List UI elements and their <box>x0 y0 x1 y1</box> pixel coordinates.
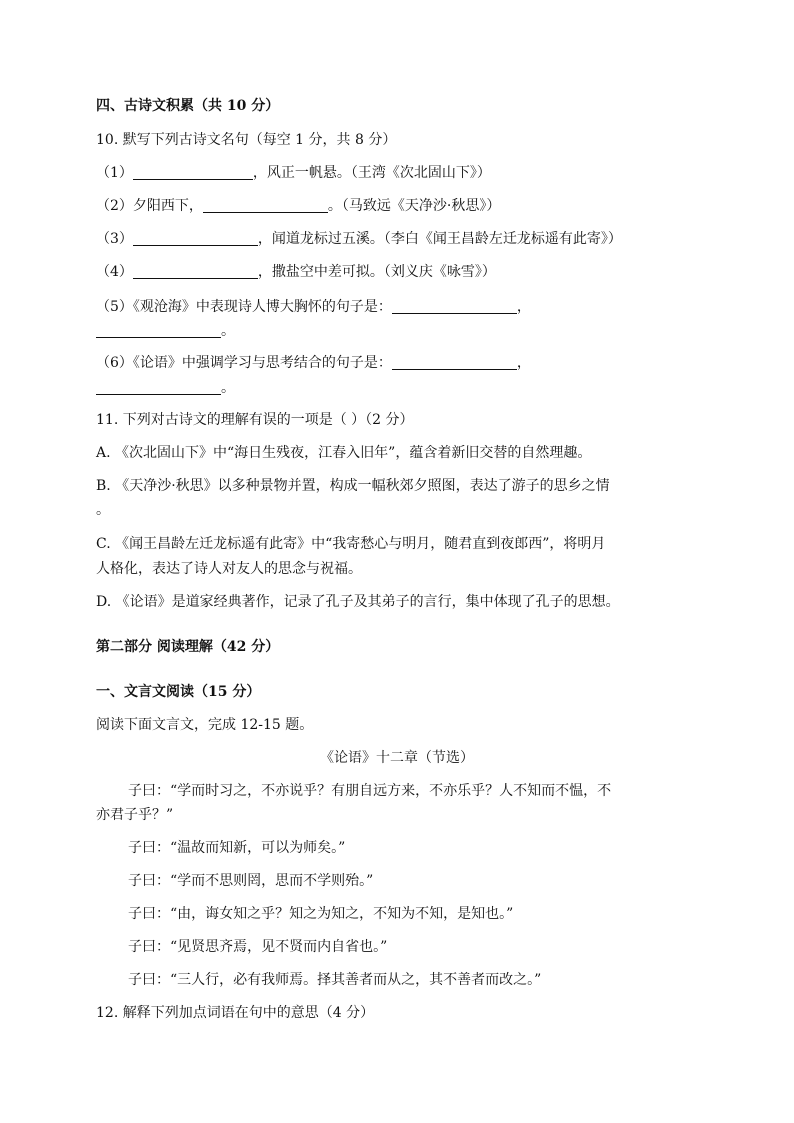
item-text: ， <box>516 355 531 371</box>
passage-line-3: 子曰：“学而不思则罔，思而不学则殆。” <box>128 873 374 889</box>
answer-blank[interactable] <box>203 198 328 213</box>
part-title: 第二部分 阅读理解（42 分） <box>96 639 280 655</box>
q10-item-1 <box>96 163 491 183</box>
passage-line-5: 子曰：“见贤思齐焉，见不贤而内自省也。” <box>128 939 388 955</box>
question-11-stem: 11. 下列对古诗文的理解有误的一项是（ ）（2 分） <box>96 412 414 428</box>
answer-blank[interactable] <box>392 355 517 370</box>
question-10-stem: 10. 默写下列古诗文名句（每空 1 分，共 8 分） <box>96 132 397 148</box>
item-text: ，撒盐空中差可拟。（刘义庆《咏雪》） <box>257 264 496 280</box>
passage-line-1-cont: 亦君子乎？” <box>96 807 174 823</box>
answer-blank[interactable] <box>133 264 258 279</box>
q11-option-c-cont: 人格化，表达了诗人对友人的思念与祝福。 <box>96 561 362 577</box>
q11-option-b-cont: 。 <box>96 502 110 518</box>
answer-blank[interactable] <box>96 380 221 395</box>
item-label: （6）《论语》中强调学习与思考结合的句子是： <box>96 355 392 371</box>
item-label: （2）夕阳西下， <box>96 198 203 214</box>
question-12-stem: 12. 解释下列加点词语在句中的意思（4 分） <box>96 1005 375 1021</box>
q10-item-2 <box>96 196 500 216</box>
item-text: ，风正一帆悬。（王湾《次北固山下》） <box>252 165 491 181</box>
q11-option-c: C. 《闻王昌龄左迁龙标遥有此寄》中“我寄愁心与明月，随君直到夜郎西”，将明月 <box>96 536 606 552</box>
reading-intro: 阅读下面文言文，完成 12-15 题。 <box>96 717 314 733</box>
q10-item-4 <box>96 262 496 282</box>
q10-item-6-cont <box>96 378 235 398</box>
passage-line-6: 子曰：“三人行，必有我师焉。择其善者而从之，其不善者而改之。” <box>128 972 542 988</box>
item-end: 。 <box>221 323 235 339</box>
item-text: 。（马致远《天净沙·秋思》） <box>327 198 501 214</box>
answer-blank[interactable] <box>96 323 221 338</box>
item-end: 。 <box>221 380 235 396</box>
subsection-title: 一、文言文阅读（15 分） <box>96 684 261 700</box>
q11-option-a: A. 《次北固山下》中“海日生残夜，江春入旧年”，蕴含着新旧交替的自然理趣。 <box>96 445 592 461</box>
item-label: （5）《观沧海》中表现诗人博大胸怀的句子是： <box>96 299 392 315</box>
answer-blank[interactable] <box>133 165 253 180</box>
q10-item-3 <box>96 229 622 249</box>
section-title: 四、古诗文积累（共 10 分） <box>96 98 280 114</box>
q11-option-b: B. 《天净沙·秋思》以多种景物并置，构成一幅秋郊夕照图，表达了游子的思乡之情 <box>96 478 610 494</box>
answer-blank[interactable] <box>392 299 517 314</box>
passage-line-4: 子曰：“由，诲女知之乎？知之为知之，不知为不知，是知也。” <box>128 906 514 922</box>
item-text: ，闻道龙标过五溪。（李白《闻王昌龄左迁龙标遥有此寄》） <box>257 231 622 247</box>
passage-title: 《论语》十二章（节选） <box>320 750 474 766</box>
q11-option-d: D. 《论语》是道家经典著作，记录了孔子及其弟子的言行，集中体现了孔子的思想。 <box>96 594 620 610</box>
q10-item-5 <box>96 297 531 317</box>
item-label: （3） <box>96 231 133 247</box>
item-text: ， <box>516 299 531 315</box>
item-label: （4） <box>96 264 133 280</box>
q10-item-5-cont <box>96 321 235 341</box>
passage-line-2: 子曰：“温故而知新，可以为师矣。” <box>128 840 346 856</box>
passage-line-1: 子曰：“学而时习之，不亦说乎？有朋自远方来，不亦乐乎？人不知而不愠，不 <box>128 783 612 799</box>
item-label: （1） <box>96 165 133 181</box>
answer-blank[interactable] <box>133 231 258 246</box>
q10-item-6 <box>96 353 531 373</box>
